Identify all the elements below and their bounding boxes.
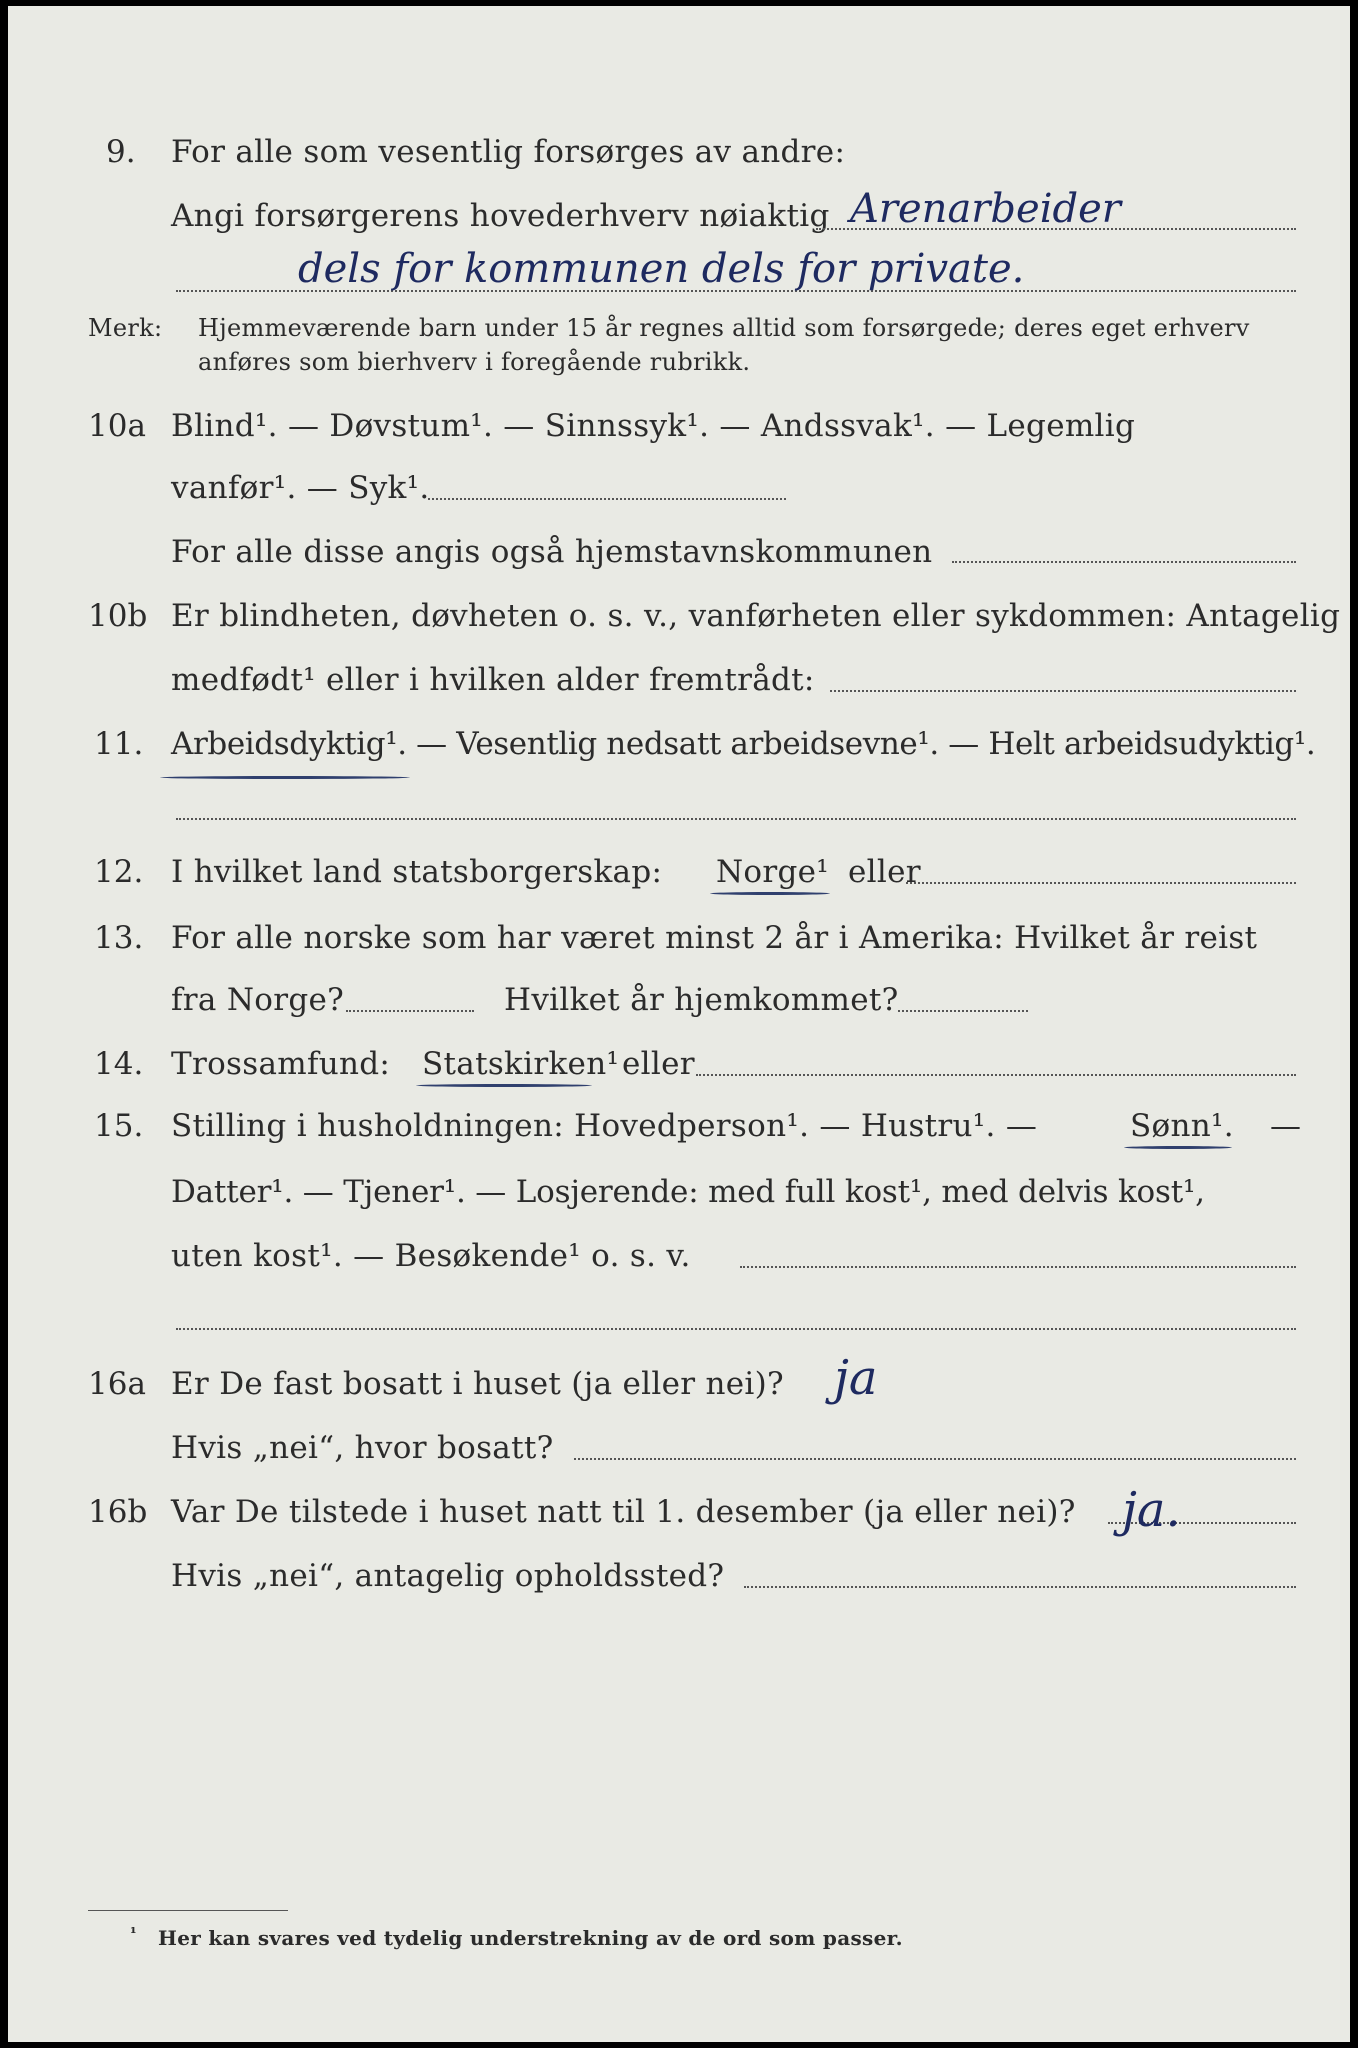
- q15-sonn: Sønn¹.: [1130, 1108, 1234, 1144]
- q12-norge: Norge¹: [716, 854, 830, 890]
- q15-text-line1b: —: [1270, 1108, 1302, 1144]
- merk-text-line2: anføres som bierhverv i foregående rubrikk.: [198, 348, 751, 376]
- q10b-text-line1: Er blindheten, døvheten o. s. v., vanførheten eller sykdommen: Antagelig: [171, 598, 1341, 634]
- item-number: 12.: [94, 854, 144, 890]
- q11-underline-mark: [160, 776, 410, 779]
- footnote-text: Her kan svares ved tydelig understrekning av de ord som passer.: [158, 1926, 903, 1950]
- q9-handwritten-answer2: dels for kommunen dels for private.: [298, 246, 1025, 292]
- q12-answer-line: [906, 882, 1296, 884]
- item-number: 10a: [88, 408, 146, 444]
- q13-hjemkommet-line: [898, 1010, 1028, 1012]
- q14-eller: eller: [622, 1046, 695, 1082]
- census-form-page: [8, 6, 1350, 2042]
- q11-answer-line: [176, 818, 1296, 820]
- q15-answer-line: [740, 1266, 1296, 1268]
- footnote-mark: ¹: [130, 1924, 137, 1942]
- item-number: 16b: [88, 1494, 148, 1530]
- q12-eller: eller: [848, 854, 921, 890]
- q14-statskirken: Statskirken¹: [422, 1046, 620, 1082]
- q16b-text-line1: Var De tilstede i huset natt til 1. desember (ja eller nei)?: [171, 1494, 1076, 1530]
- q16b-text-line2: Hvis „nei“, antagelig opholdssted?: [171, 1558, 725, 1594]
- q14-label: Trossamfund:: [171, 1046, 391, 1082]
- q9-handwritten-answer1: Arenarbeider: [850, 186, 1121, 232]
- item-number: 16a: [88, 1366, 146, 1402]
- footnote-rule: [88, 1910, 288, 1911]
- item-number: 9.: [106, 134, 136, 170]
- q15-text-line3: uten kost¹. — Besøkende¹ o. s. v.: [171, 1238, 691, 1274]
- q10b-text-line2: medfødt¹ eller i hvilken alder fremtrådt:: [171, 662, 815, 698]
- q15-answer-line2: [176, 1328, 1296, 1330]
- q10a-kommune-line: [952, 561, 1296, 563]
- q16a-handwritten-answer: ja: [834, 1350, 878, 1406]
- item-number: 14.: [94, 1046, 144, 1082]
- q11-text: Arbeidsdyktig¹. — Vesentlig nedsatt arbeidsevne¹. — Helt arbeidsudyktig¹.: [171, 726, 1316, 762]
- item-number: 15.: [94, 1108, 144, 1144]
- q9-text-line2: Angi forsørgerens hovederhverv nøiaktig: [171, 198, 830, 234]
- q16a-text-line1: Er De fast bosatt i huset (ja eller nei)?: [171, 1366, 784, 1402]
- item-number: 11.: [94, 726, 144, 762]
- q12-text: I hvilket land statsborgerskap:: [171, 854, 663, 890]
- q15-text-line2: Datter¹. — Tjener¹. — Losjerende: med full kost¹, med delvis kost¹,: [171, 1174, 1205, 1210]
- q15-underline-mark: [1124, 1146, 1232, 1149]
- merk-text-line1: Hjemmeværende barn under 15 år regnes alltid som forsørgede; deres eget erhverv: [198, 314, 1250, 342]
- q16a-answer-line: [574, 1458, 1296, 1460]
- q13-reist-line: [346, 1010, 474, 1012]
- q10a-syk-line: [428, 498, 786, 500]
- item-number: 10b: [88, 598, 148, 634]
- q9-text-line1: For alle som vesentlig forsørges av andre:: [171, 134, 846, 170]
- q10a-text-line3: For alle disse angis også hjemstavnskommunen: [171, 534, 933, 570]
- q13-text-line2b: Hvilket år hjemkommet?: [504, 982, 899, 1018]
- q16b-handwritten-answer: ja.: [1122, 1482, 1181, 1538]
- q13-text-line2a: fra Norge?: [171, 982, 345, 1018]
- q13-text-line1: For alle norske som har været minst 2 år i Amerika: Hvilket år reist: [171, 920, 1258, 956]
- merk-label: Merk:: [88, 314, 163, 342]
- q14-answer-line: [696, 1074, 1296, 1076]
- q16a-text-line2: Hvis „nei“, hvor bosatt?: [171, 1430, 554, 1466]
- q14-underline-mark: [416, 1084, 592, 1087]
- item-number: 13.: [94, 920, 144, 956]
- q10a-text-line2: vanfør¹. — Syk¹.: [171, 470, 430, 506]
- q10b-answer-line: [830, 690, 1296, 692]
- q10a-text-line1: Blind¹. — Døvstum¹. — Sinnssyk¹. — Andssvak¹. — Legemlig: [171, 408, 1136, 444]
- q15-text-line1a: Stilling i husholdningen: Hovedperson¹. — Hustru¹. —: [171, 1108, 1038, 1144]
- q12-underline-mark: [710, 892, 830, 895]
- q16b-opholdssted-line: [744, 1586, 1296, 1588]
